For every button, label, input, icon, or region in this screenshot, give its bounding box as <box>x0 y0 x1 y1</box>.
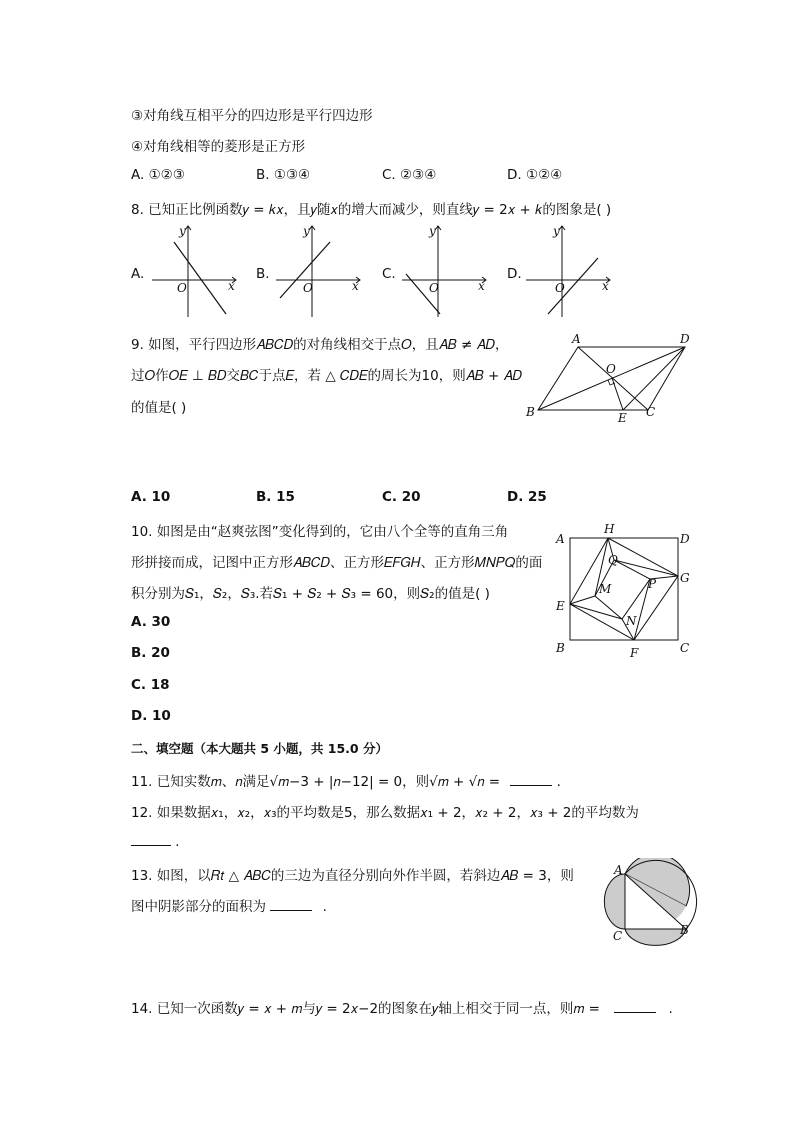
q8-graph-b <box>272 222 366 320</box>
q14-text: 14. 已知一次函数𝑦 = 𝑥 + 𝑚与𝑦 = 2𝑥−2的图象在𝑦轴上相交于同一点，则𝑚 = <box>131 1001 600 1017</box>
q8-option-a: A. <box>131 266 145 282</box>
label-n: N <box>626 614 637 628</box>
axis-y-label: y <box>303 224 310 238</box>
label-a: A <box>556 532 565 546</box>
q12-period: . <box>175 834 180 850</box>
q9-parallelogram-figure <box>520 328 700 428</box>
q8-graph-a <box>148 222 242 320</box>
q9-option-b: B. 15 <box>256 489 295 505</box>
q13-answer-blank[interactable] <box>270 898 312 911</box>
q9-stem-line2: 过𝑂作𝑂𝐸 ⊥ 𝐵𝐷交𝐵𝐶于点𝐸，若 △ 𝐶𝐷𝐸的周长为10，则𝐴𝐵 + 𝐴𝐷 <box>131 368 522 384</box>
q7-option-c: C. ②③④ <box>382 167 437 183</box>
q13-stem-line1: 13. 如图，以𝑅𝑡 △ 𝐴𝐵𝐶的三边为直径分别向外作半圆，若斜边𝐴𝐵 = 3，则 <box>131 868 574 884</box>
q8-stem: 8. 已知正比例函数𝑦 = 𝑘𝑥，且𝑦随𝑥的增大而减少，则直线𝑦 = 2𝑥 + 𝑘的图象是( ) <box>131 202 612 218</box>
axis-x-label: x <box>478 279 485 293</box>
label-e: E <box>556 599 565 613</box>
q8-option-d: D. <box>507 266 522 282</box>
axis-y-label: y <box>429 224 436 238</box>
q10-option-a: A. 30 <box>131 614 171 630</box>
q10-option-b: B. 20 <box>131 645 170 661</box>
q13-semicircles-figure <box>596 858 698 958</box>
label-d: D <box>680 532 690 546</box>
q13-period: . <box>322 899 327 915</box>
q13-stem-line2 <box>131 895 327 915</box>
label-f: F <box>630 646 639 660</box>
origin-label: O <box>555 281 565 295</box>
axis-x-label: x <box>228 279 235 293</box>
label-d: D <box>680 332 690 346</box>
q10-zhaoshuang-figure <box>550 516 700 664</box>
q9-option-a: A. 10 <box>131 489 171 505</box>
label-p: P <box>648 577 657 591</box>
q12-stem-line2 <box>131 833 180 850</box>
q9-stem-line3: 的值是( ) <box>131 400 187 416</box>
label-o: O <box>606 362 616 376</box>
q9-stem-line1: 9. 如图，平行四边形𝐴𝐵𝐶𝐷的对角线相交于点𝑂，且𝐴𝐵 ≠ 𝐴𝐷， <box>131 337 509 353</box>
label-a: A <box>614 863 623 877</box>
label-e: E <box>618 411 627 425</box>
q8-option-b: B. <box>256 266 270 282</box>
statement-3: ③对角线互相平分的四边形是平行四边形 <box>131 108 373 124</box>
q14-period: . <box>668 1001 673 1017</box>
q10-option-c: C. 18 <box>131 677 170 693</box>
q12-answer-blank[interactable] <box>131 833 171 846</box>
label-c: C <box>613 929 623 943</box>
label-q: Q <box>608 553 618 567</box>
q11-text: 11. 已知实数𝑚、𝑛满足√𝑚−3 + |𝑛−12| = 0，则√𝑚 + √𝑛 = <box>131 774 501 790</box>
q14-answer-blank[interactable] <box>614 1000 656 1013</box>
label-c: C <box>646 405 656 419</box>
q11-period: . <box>556 774 561 790</box>
q8-option-c: C. <box>382 266 396 282</box>
origin-label: O <box>177 281 187 295</box>
q10-stem-line3: 积分别为𝑆₁，𝑆₂，𝑆₃.若𝑆₁ + 𝑆₂ + 𝑆₃ = 60，则𝑆₂的值是( ) <box>131 586 490 602</box>
statement-4: ④对角线相等的菱形是正方形 <box>131 139 306 155</box>
axis-y-label: y <box>179 224 186 238</box>
label-b: B <box>556 641 565 655</box>
label-b: B <box>680 923 689 937</box>
q7-option-a: A. ①②③ <box>131 167 185 183</box>
label-g: G <box>680 571 690 585</box>
q10-stem-line1: 10. 如图是由“赵爽弦图”变化得到的，它由八个全等的直角三角 <box>131 524 509 540</box>
q7-option-b: B. ①③④ <box>256 167 311 183</box>
section-heading: 二、填空题（本大题共 5 小题，共 15.0 分） <box>131 741 388 756</box>
q8-graph-c <box>398 222 492 320</box>
q9-option-d: D. 25 <box>507 489 547 505</box>
label-b: B <box>526 405 535 419</box>
q10-stem-line2: 形拼接而成，记图中正方形𝐴𝐵𝐶𝐷、正方形𝐸𝐹𝐺𝐻、正方形𝑀𝑁𝑃𝑄的面 <box>131 555 543 571</box>
origin-label: O <box>429 281 439 295</box>
q11-stem <box>131 770 561 790</box>
label-h: H <box>604 522 615 536</box>
q11-answer-blank[interactable] <box>510 773 552 786</box>
q14-stem <box>131 997 673 1017</box>
q8-graph-d <box>522 222 616 320</box>
axis-x-label: x <box>602 279 609 293</box>
q12-stem-line1: 12. 如果数据𝑥₁，𝑥₂，𝑥₃的平均数是5，那么数据𝑥₁ + 2，𝑥₂ + 2，𝑥₃ + 2的平均数为 <box>131 805 639 821</box>
q9-option-c: C. 20 <box>382 489 421 505</box>
q10-option-d: D. 10 <box>131 708 171 724</box>
axis-x-label: x <box>352 279 359 293</box>
q7-option-d: D. ①②④ <box>507 167 563 183</box>
label-a: A <box>572 332 581 346</box>
origin-label: O <box>303 281 313 295</box>
q13-text: 图中阴影部分的面积为 <box>131 899 266 915</box>
label-c: C <box>680 641 690 655</box>
label-m: M <box>599 582 612 596</box>
axis-y-label: y <box>553 224 560 238</box>
